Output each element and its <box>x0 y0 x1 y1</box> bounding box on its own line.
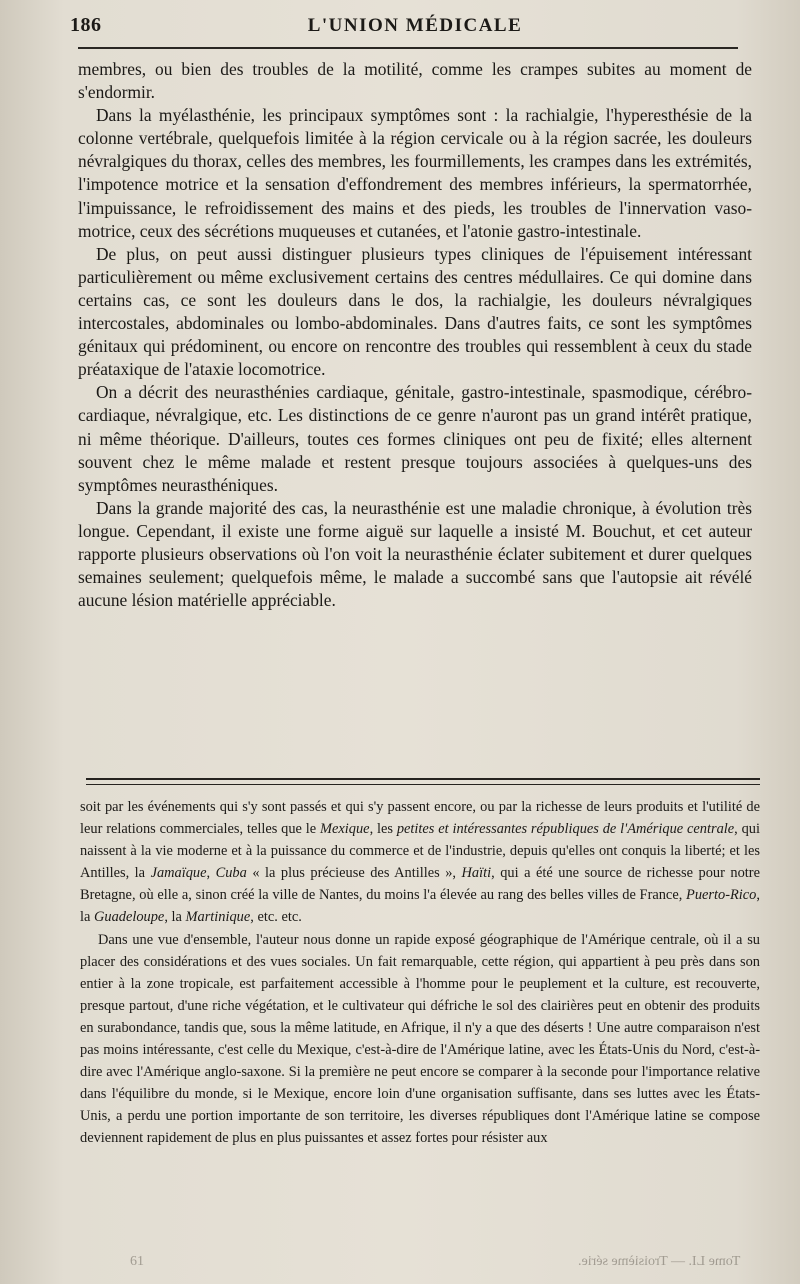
text-run: , les <box>369 821 397 838</box>
text-run: , qui naissent à la vie moderne et à la puissance du commerce et de l'industrie, depuis qu'elles ont conquis la liberté; et les Antilles, la <box>80 821 760 882</box>
italic-run: Guadeloupe <box>93 909 165 926</box>
italic-run: Jamaïque <box>150 865 207 882</box>
main-text <box>78 58 752 612</box>
section-divider-thin <box>86 784 760 785</box>
italic-run: Puerto-Rico <box>686 887 757 904</box>
section-divider <box>86 778 760 780</box>
page-header <box>70 12 760 42</box>
paragraph: Dans la myélasthénie, les principaux symptômes sont : la rachialgie, l'hyperesthésie de la colonne vertébrale, quelquefois limitée à la région cervicale ou à la région sacrée, les douleurs névralgiques du thorax, celles des membres, les fourmillements, les crampes dans les extrémités, l'impotence motrice et la sensation d'effondrement des membres inférieurs, la spermatorrhée, l'impuissance, le refroidissement des mains et des pieds, les troubles de l'innervation vaso-motrice, ceux des sécrétions muqueuses et cutanées, et l'atonie gastro-intestinale. <box>78 105 752 241</box>
paragraph: membres, ou bien des troubles de la motilité, comme les crampes subites au moment de s'endormir. <box>78 59 752 103</box>
footnote-paragraph <box>80 796 760 929</box>
volume-line-showthrough: Tome LI. — Troisième série. <box>577 1254 740 1269</box>
page-number: 186 <box>70 14 102 36</box>
footnote-text <box>80 796 760 1150</box>
italic-run: Martinique <box>185 909 251 926</box>
italic-run: Haïti <box>461 865 492 882</box>
text-run: , <box>206 865 216 882</box>
text-run: , la <box>80 887 760 926</box>
paragraph: Dans la grande majorité des cas, la neurasthénie est une maladie chronique, à évolution très longue. Cependant, il existe une forme aiguë sur laquelle a insisté M. Bouchut, et cet auteur rapporte plusieurs observations où l'on voit la neurasthénie éclater subitement et durer quelques semaines seulement; quelquefois même, le malade a succombé sans que l'autopsie ait révélé aucune lésion matérielle appréciable. <box>78 497 752 611</box>
paragraph: On a décrit des neurasthénies cardiaque, génitale, gastro-intestinale, spasmodique, cérébro-cardiaque, névralgique, etc. Les distinctions de ce genre n'auront pas un grand intérêt pratique, ni même théorique. D'ailleurs, toutes ces formes cliniques ont peu de fixité; elles alternent souvent chez le même malade et restent presque toujours associées à quelques-uns des symptômes neurasthéniques. <box>78 382 752 495</box>
text-run: soit par les événements qui s'y sont passés et qui s'y passent encore, ou par la richesse de leurs produits et l'utilité de leur relations commerciales, telles que le <box>80 799 760 838</box>
page-footer <box>130 1254 740 1276</box>
header-rule <box>78 47 738 49</box>
text-run: « la plus précieuse des Antilles », <box>246 865 462 882</box>
signature-mark: 61 <box>130 1254 144 1269</box>
paragraph: De plus, on peut aussi distinguer plusieurs types cliniques de l'épuisement intéressant particulièrement ou même exclusivement certains des centres médullaires. Ce qui domine dans certains cas, ce sont les douleurs dans le dos, la rachialgie, les douleurs névralgiques intercostales, abdominales ou lombo-abdominales. Dans d'autres faits, ce sont les symptômes génitaux qui prédominent, ou encore on rencontre des troubles qui ressemblent à ceux du stade préataxique de l'ataxie locomotrice. <box>78 243 752 380</box>
italic-run: Cuba <box>215 865 247 882</box>
footnote-paragraph: Dans une vue d'ensemble, l'auteur nous donne un rapide exposé géographique de l'Amérique centrale, où il a su placer des considérations et des vues sociales. Un fait remarquable, cette région, qui appartient à peu près dans son entier à la zone tropicale, est parfaitement accessible à l'homme pour le peuplement et la culture, est recouverte, presque partout, d'une riche végétation, et le cultivateur qui défriche le sol des clairières peut en obtenir des produits en surabondance, tandis que, sous la même latitude, en Afrique, il n'y a que des déserts ! Une autre comparaison n'est pas moins intéressante, c'est celle du Mexique, c'est-à-dire de l'Amérique latine, avec les États-Unis du Nord, c'est-à-dire avec l'Amérique anglo-saxone. Si la première ne peut encore se comparer à la seconde pour l'importance relative dans l'équilibre du monde, si le Mexique, encore loin d'une organisation suffisante, dans ses luttes avec les États-Unis, a perdu une portion importante de son territoire, les diverses républiques dont l'Amérique latine se compose deviennent rapidement de plus en plus puissantes et assez fortes pour résister aux <box>80 931 760 1147</box>
text-run: , la <box>164 909 186 926</box>
text-run: , qui a été une source de richesse pour notre Bretagne, où elle a, sinon créé la ville de Nantes, du moins l'a élevée au rang des belles villes de France, <box>80 865 760 904</box>
running-title: L'UNION MÉDICALE <box>307 15 523 36</box>
text-run: , etc. etc. <box>250 909 302 926</box>
italic-run: petites et intéressantes républiques de l'Amérique centrale <box>396 821 735 838</box>
italic-run: Mexique <box>320 821 370 838</box>
